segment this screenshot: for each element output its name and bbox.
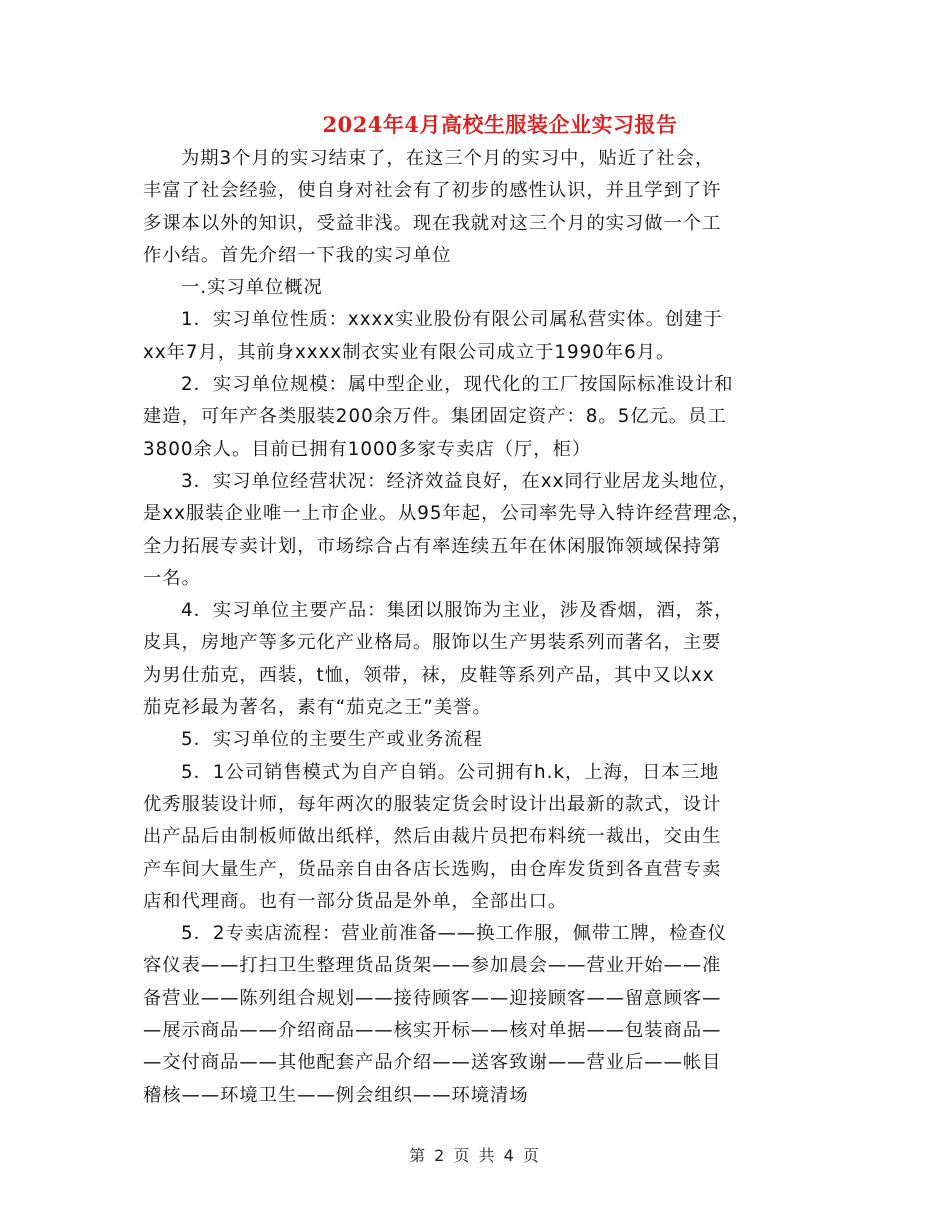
paragraph-line: 备营业——陈列组合规划——接待顾客——迎接顾客——留意顾客— [143,987,722,1009]
paragraph-line: 为期3个月的实习结束了，在这三个月的实习中，贴近了社会， [181,148,715,169]
paragraph-line: 出产品后由制板师做出纸样，然后由裁片员把布料统一裁出，交由生 [143,826,722,848]
paragraph-line: 优秀服装设计师，每年两次的服装定货会时设计出最新的款式，设计 [143,793,722,815]
section-heading: 一.实习单位概况 [181,277,323,299]
paragraph-line: 茄克衫最为著名，素有“茄克之王”美誉。 [143,697,492,719]
paragraph-line: 是xx服装企业唯一上市企业。从95年起，公司率先导入特许经营理念， [143,503,752,525]
paragraph-line: 2．实习单位规模：属中型企业，现代化的工厂按国际标准设计和 [181,374,734,396]
paragraph-line: 4．实习单位主要产品：集团以服饰为主业，涉及香烟，酒，茶， [181,600,734,622]
paragraph-line: 容仪表——打扫卫生整理货品货架——参加晨会——营业开始——准 [143,955,722,977]
paragraph-line: 3800余人。目前已拥有1000多家专卖店（厅，柜） [143,438,592,460]
paragraph-line: 产车间大量生产，货品亲自由各店长选购，由仓库发货到各直营专卖 [143,858,722,880]
paragraph-line: 皮具，房地产等多元化产业格局。服饰以生产男装系列而著名，主要 [143,632,722,654]
paragraph-line: 为男仕茄克，西装，t恤，领带，袜，皮鞋等系列产品，其中又以xx [143,664,715,686]
paragraph-line: 稽核——环境卫生——例会组织——环境清场 [143,1084,529,1106]
paragraph-line: 3．实习单位经营状况：经济效益良好，在xx同行业居龙头地位， [181,470,738,492]
paragraph-line: 全力拓展专卖计划，市场综合占有率连续五年在休闲服饰领域保持第 [143,535,722,557]
paragraph-line: 1．实习单位性质：xxxx实业股份有限公司属私营实体。创建于 [181,309,723,331]
page-footer: 第 2 页 共 4 页 [409,1146,541,1165]
paragraph-line: xx年7月，其前身xxxx制衣实业有限公司成立于1990年6月。 [143,341,676,363]
document-body [143,143,833,1112]
paragraph-line: 5．2专卖店流程：营业前准备——换工作服，佩带工牌，检查仪 [181,923,727,945]
paragraph-line: —交付商品——其他配套产品介绍——送客致谢——营业后——帐目 [143,1052,722,1074]
paragraph-line: 作小结。首先介绍一下我的实习单位 [143,244,452,266]
paragraph-line: 丰富了社会经验，使自身对社会有了初步的感性认识，并且学到了许 [143,180,722,202]
paragraph-line: 5．实习单位的主要生产或业务流程 [181,729,483,751]
paragraph-line: 多课本以外的知识，受益非浅。现在我就对这三个月的实习做一个工 [143,212,722,234]
paragraph-line: 5．1公司销售模式为自产自销。公司拥有h.k，上海，日本三地 [181,761,720,783]
paragraph-line: 店和代理商。也有一部分货品是外单，全部出口。 [143,890,568,912]
paragraph-line: —展示商品——介绍商品——核实开标——核对单据——包装商品— [143,1020,722,1042]
document-title: 2024年4月高校生服装企业实习报告 [322,112,678,137]
paragraph-line: 一名。 [143,567,201,589]
paragraph-line: 建造，可年产各类服装200余万件。集团固定资产：8。5亿元。员工 [143,406,727,428]
